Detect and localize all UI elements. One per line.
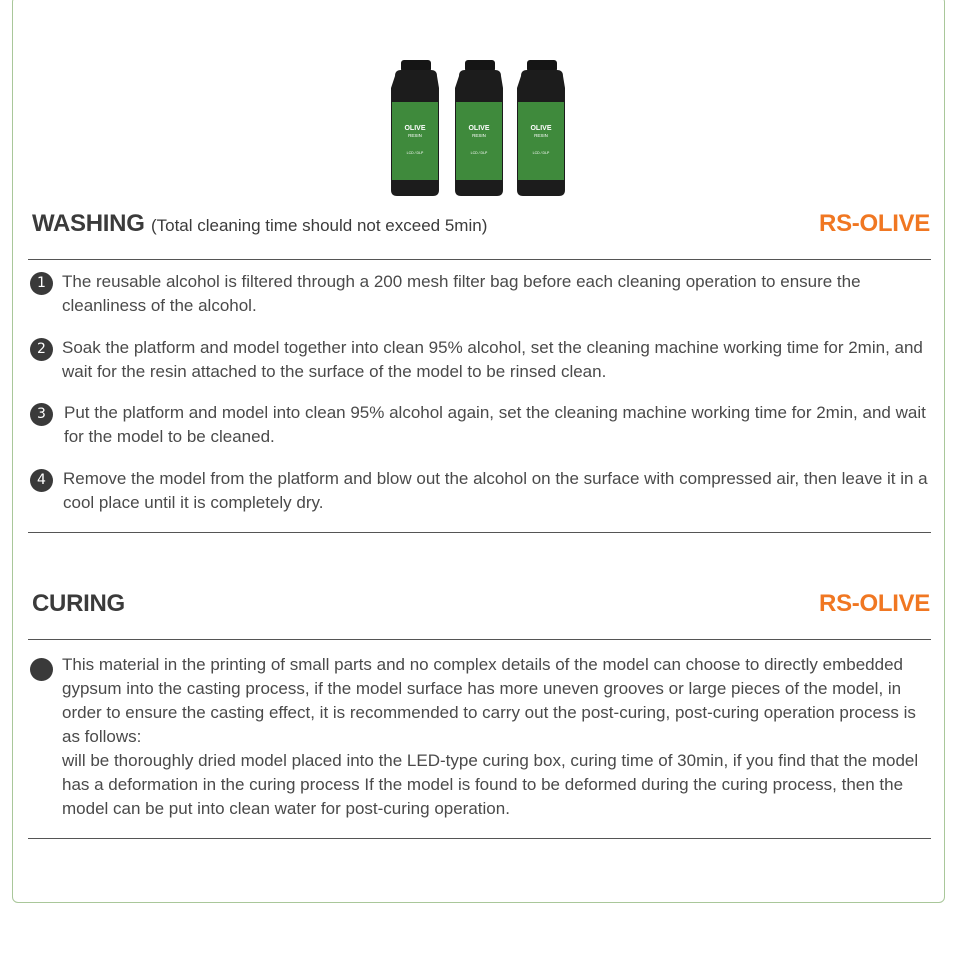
washing-bottom-divider xyxy=(28,532,931,533)
curing-header xyxy=(32,590,930,626)
washing-title xyxy=(32,210,487,238)
svg-text:OLIVE: OLIVE xyxy=(530,125,552,132)
bullet-dot xyxy=(30,658,53,681)
step-text: The reusable alcohol is filtered through a 200 mesh filter bag before each cleaning operation to ensure the cleanliness of the alcohol. xyxy=(62,272,861,315)
washing-header xyxy=(32,210,930,246)
svg-text:RESIN: RESIN xyxy=(472,133,486,138)
resin-bottle xyxy=(517,60,565,196)
curing-paragraph-1: This material in the printing of small parts and no complex details of the model can choose to directly embedded gypsum into the casting process, if the model surface has more uneven grooves or large pieces of the model, in order to ensure the casting effect, it is recommended to carry out the post-curing, post-curing operation process is as follows: xyxy=(62,655,916,746)
product-bottles-image xyxy=(388,58,572,198)
resin-bottle xyxy=(455,60,503,196)
curing-bottom-divider xyxy=(28,838,931,839)
step-number-badge: 3 xyxy=(30,403,53,426)
washing-top-divider xyxy=(28,259,931,260)
svg-text:OLIVE: OLIVE xyxy=(404,125,426,132)
step-text: Put the platform and model into clean 95% alcohol again, set the cleaning machine working time for 2min, and wait for the model to be cleaned. xyxy=(64,403,926,446)
svg-text:LCD / DLP: LCD / DLP xyxy=(532,151,550,155)
svg-text:LCD / DLP: LCD / DLP xyxy=(470,151,488,155)
svg-text:RESIN: RESIN xyxy=(534,133,548,138)
resin-bottle xyxy=(391,60,439,196)
step-number-badge: 1 xyxy=(30,272,53,295)
curing-brand-label: RS-OLIVE xyxy=(819,590,930,617)
washing-subtitle: (Total cleaning time should not exceed 5min) xyxy=(150,216,488,235)
svg-text:RESIN: RESIN xyxy=(408,133,422,138)
svg-text:LCD / DLP: LCD / DLP xyxy=(406,151,424,155)
step-text: Remove the model from the platform and blow out the alcohol on the surface with compressed air, then leave it in a cool place until it is completely dry. xyxy=(63,469,928,512)
curing-top-divider xyxy=(28,639,931,640)
washing-brand-label: RS-OLIVE xyxy=(819,210,930,237)
step-text: Soak the platform and model together into clean 95% alcohol, set the cleaning machine working time for 2min, and wait for the resin attached to the surface of the model to be rinsed clean. xyxy=(62,338,923,381)
curing-title: CURING xyxy=(32,590,125,617)
curing-paragraph-2: will be thoroughly dried model placed into the LED-type curing box, curing time of 30min, if you find that the model has a deformation in the curing process If the model is found to be deformed during the curing process, then the model can be put into clean water for post-curing operation. xyxy=(62,751,919,818)
svg-text:OLIVE: OLIVE xyxy=(468,125,490,132)
step-number-badge: 4 xyxy=(30,469,53,492)
washing-title-text: WASHING xyxy=(32,210,145,237)
step-number-badge: 2 xyxy=(30,338,53,361)
curing-text xyxy=(62,653,935,821)
